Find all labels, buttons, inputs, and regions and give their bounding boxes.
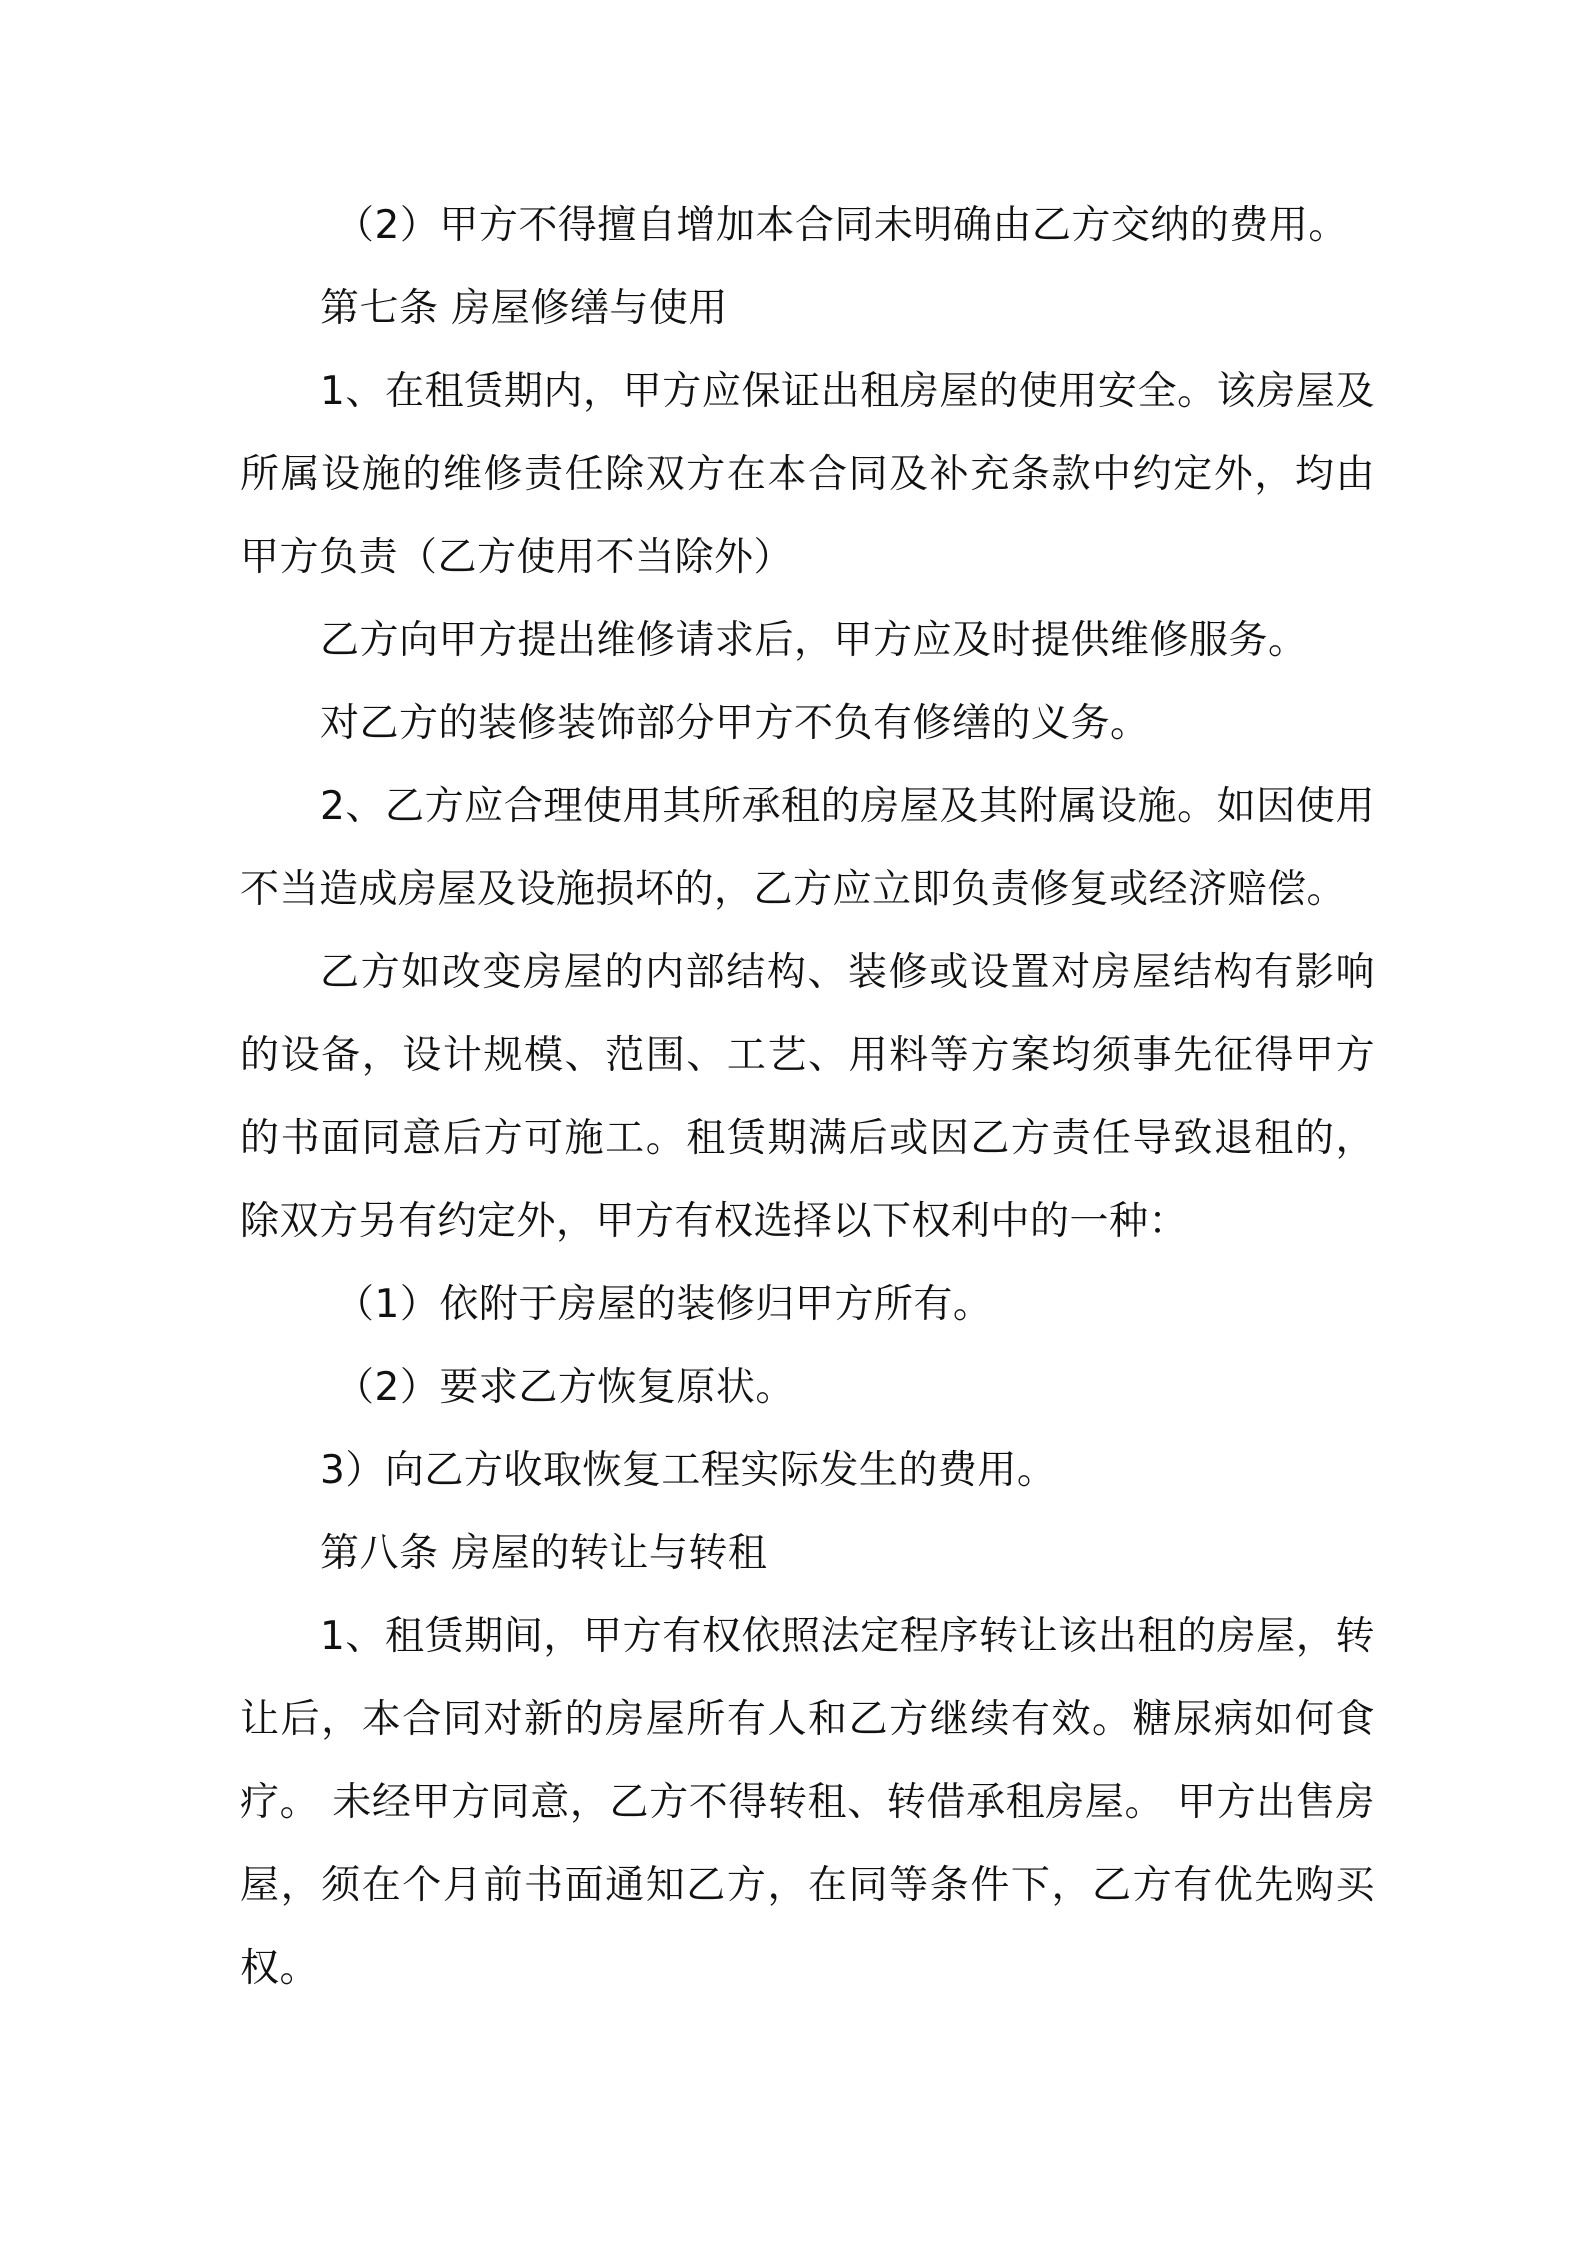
paragraph-structure-change: 乙方如改变房屋的内部结构、装修或设置对房屋结构有影响的设备，设计规模、范围、工艺、用料等方案均须事先征得甲方的书面同意后方可施工。租赁期满后或因乙方责任导致退租的，除双方另有约定外，甲方有权选择以下权利中的一种： xyxy=(240,950,1375,1244)
document-body xyxy=(240,184,1375,2010)
paragraph-option-2: （2）要求乙方恢复原状。 xyxy=(335,1365,795,1410)
paragraph-decoration-exemption: 对乙方的装修装饰部分甲方不负有修缮的义务。 xyxy=(320,701,1150,746)
heading-article-7: 第七条 房屋修缮与使用 xyxy=(320,286,728,331)
paragraph-repair-request: 乙方向甲方提出维修请求后，甲方应及时提供维修服务。 xyxy=(320,618,1308,663)
heading-article-8: 第八条 房屋的转让与转租 xyxy=(320,1531,768,1576)
paragraph-option-1: （1）依附于房屋的装修归甲方所有。 xyxy=(335,1282,993,1327)
paragraph-clause-8-1: 1、租赁期间，甲方有权依照法定程序转让该出租的房屋，转让后，本合同对新的房屋所有人和乙方继续有效。糖尿病如何食疗。 未经甲方同意，乙方不得转租、转借承租房屋。 甲方出售房屋，须在个月前书面通知乙方，在同等条件下，乙方有优先购买权。 xyxy=(240,1614,1375,1991)
paragraph-option-3: 3）向乙方收取恢复工程实际发生的费用。 xyxy=(320,1448,1057,1493)
paragraph-clause-6-2: （2）甲方不得擅自增加本合同未明确由乙方交纳的费用。 xyxy=(335,203,1348,248)
paragraph-clause-7-1: 1、在租赁期内，甲方应保证出租房屋的使用安全。该房屋及所属设施的维修责任除双方在本合同及补充条款中约定外，均由甲方负责（乙方使用不当除外） xyxy=(240,369,1375,580)
paragraph-clause-7-2: 2、乙方应合理使用其所承租的房屋及其附属设施。如因使用不当造成房屋及设施损坏的，乙方应立即负责修复或经济赔偿。 xyxy=(240,784,1375,912)
